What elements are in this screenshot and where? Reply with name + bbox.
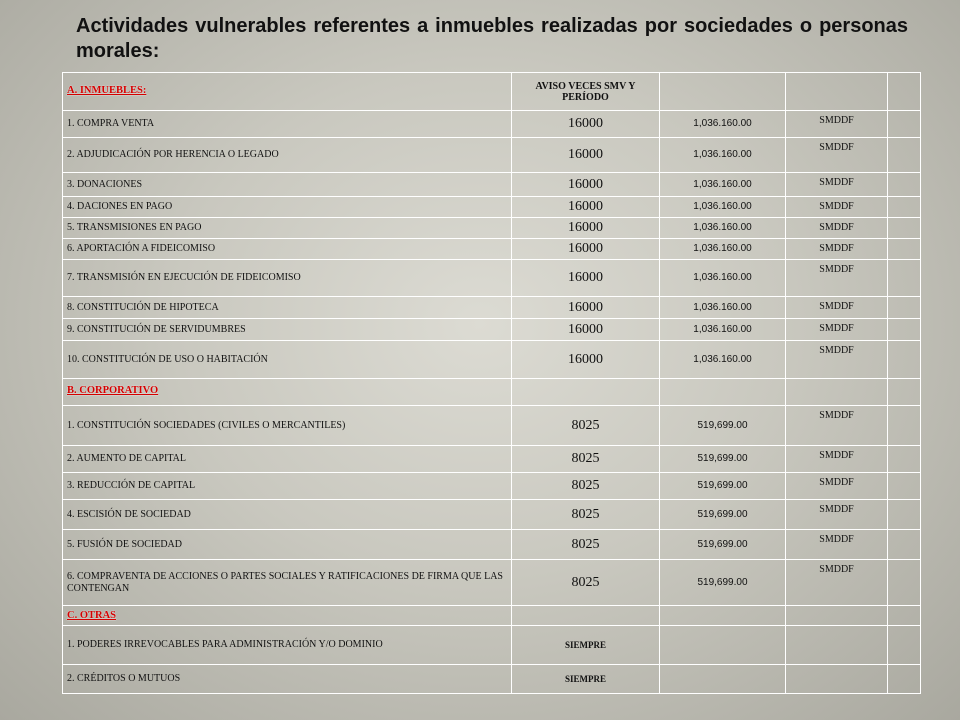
monto-value: 1,036.160.00 — [660, 319, 786, 341]
empty-cell — [888, 319, 921, 341]
table-row — [63, 665, 921, 694]
veces-value: 8025 — [512, 446, 660, 473]
veces-value: 16000 — [512, 319, 660, 341]
table-row — [63, 473, 921, 500]
monto-value: 519,699.00 — [660, 500, 786, 530]
monto-value: 1,036.160.00 — [660, 218, 786, 239]
empty-cell — [888, 446, 921, 473]
section-row — [63, 379, 921, 406]
section-a-heading: A. INMUEBLES: — [63, 73, 512, 111]
empty-cell — [786, 379, 888, 406]
section-b-heading: B. CORPORATIVO — [63, 379, 512, 406]
unidad-value: SMDDF — [786, 406, 888, 446]
activity-label: 1. COMPRA VENTA — [63, 111, 512, 138]
empty-cell — [512, 379, 660, 406]
table-row — [63, 297, 921, 319]
veces-value: 16000 — [512, 111, 660, 138]
veces-value: 16000 — [512, 173, 660, 197]
veces-value: 16000 — [512, 297, 660, 319]
empty-header-cell — [786, 73, 888, 111]
unidad-value: SMDDF — [786, 500, 888, 530]
table-row — [63, 446, 921, 473]
empty-cell — [888, 260, 921, 297]
table-row — [63, 341, 921, 379]
empty-cell — [888, 239, 921, 260]
empty-cell — [888, 138, 921, 173]
aviso-value: SIEMPRE — [512, 626, 660, 665]
empty-cell — [888, 341, 921, 379]
veces-value: 8025 — [512, 530, 660, 560]
unidad-value: SMDDF — [786, 138, 888, 173]
activity-label: 3. REDUCCIÓN DE CAPITAL — [63, 473, 512, 500]
empty-cell — [660, 626, 786, 665]
veces-value: 8025 — [512, 406, 660, 446]
empty-cell — [660, 379, 786, 406]
activity-label: 8. CONSTITUCIÓN DE HIPOTECA — [63, 297, 512, 319]
unidad-value: SMDDF — [786, 173, 888, 197]
monto-value: 1,036.160.00 — [660, 239, 786, 260]
activity-label: 9. CONSTITUCIÓN DE SERVIDUMBRES — [63, 319, 512, 341]
veces-value: 16000 — [512, 260, 660, 297]
empty-cell — [888, 626, 921, 665]
empty-cell — [786, 606, 888, 626]
veces-value: 8025 — [512, 473, 660, 500]
activity-label: 6. COMPRAVENTA DE ACCIONES O PARTES SOCIALES Y RATIFICACIONES DE FIRMA QUE LAS CONTENGAN — [63, 560, 512, 606]
activities-table — [62, 72, 921, 694]
veces-value: 8025 — [512, 560, 660, 606]
activity-label: 6. APORTACIÓN A FIDEICOMISO — [63, 239, 512, 260]
section-row — [63, 606, 921, 626]
empty-cell — [888, 111, 921, 138]
veces-value: 8025 — [512, 500, 660, 530]
empty-header-cell — [660, 73, 786, 111]
activity-label: 10. CONSTITUCIÓN DE USO O HABITACIÓN — [63, 341, 512, 379]
activity-label: 2. AUMENTO DE CAPITAL — [63, 446, 512, 473]
unidad-value: SMDDF — [786, 297, 888, 319]
table-row — [63, 138, 921, 173]
table-row — [63, 500, 921, 530]
table-row — [63, 560, 921, 606]
table-row — [63, 218, 921, 239]
table-row — [63, 406, 921, 446]
empty-cell — [888, 197, 921, 218]
unidad-value: SMDDF — [786, 260, 888, 297]
table-row — [63, 260, 921, 297]
unidad-value: SMDDF — [786, 473, 888, 500]
empty-cell — [786, 665, 888, 694]
monto-value: 519,699.00 — [660, 560, 786, 606]
table-row — [63, 197, 921, 218]
empty-cell — [888, 406, 921, 446]
aviso-column-header: AVISO VECES SMV Y PERÍODO — [512, 73, 660, 111]
monto-value: 519,699.00 — [660, 446, 786, 473]
empty-cell — [888, 560, 921, 606]
veces-value: 16000 — [512, 197, 660, 218]
empty-cell — [888, 173, 921, 197]
empty-cell — [786, 626, 888, 665]
monto-value: 1,036.160.00 — [660, 297, 786, 319]
monto-value: 519,699.00 — [660, 406, 786, 446]
activity-label: 5. TRANSMISIONES EN PAGO — [63, 218, 512, 239]
table-row — [63, 530, 921, 560]
veces-value: 16000 — [512, 138, 660, 173]
empty-cell — [888, 473, 921, 500]
empty-cell — [888, 218, 921, 239]
veces-value: 16000 — [512, 341, 660, 379]
header-row — [63, 73, 921, 111]
table-row — [63, 111, 921, 138]
monto-value: 1,036.160.00 — [660, 111, 786, 138]
monto-value: 1,036.160.00 — [660, 260, 786, 297]
monto-value: 519,699.00 — [660, 530, 786, 560]
veces-value: 16000 — [512, 218, 660, 239]
section-c-heading: C. OTRAS — [63, 606, 512, 626]
monto-value: 1,036.160.00 — [660, 138, 786, 173]
activity-label: 2. CRÉDITOS O MUTUOS — [63, 665, 512, 694]
empty-cell — [888, 500, 921, 530]
veces-value: 16000 — [512, 239, 660, 260]
empty-cell — [512, 606, 660, 626]
empty-cell — [888, 530, 921, 560]
activity-label: 4. DACIONES EN PAGO — [63, 197, 512, 218]
unidad-value: SMDDF — [786, 319, 888, 341]
page-title: Actividades vulnerables referentes a inmuebles realizadas por sociedades o personas morales: — [76, 15, 908, 62]
activity-label: 3. DONACIONES — [63, 173, 512, 197]
unidad-value: SMDDF — [786, 530, 888, 560]
monto-value: 1,036.160.00 — [660, 197, 786, 218]
empty-cell — [888, 606, 921, 626]
unidad-value: SMDDF — [786, 197, 888, 218]
table-row — [63, 239, 921, 260]
monto-value: 1,036.160.00 — [660, 173, 786, 197]
unidad-value: SMDDF — [786, 111, 888, 138]
table-row — [63, 319, 921, 341]
table-row — [63, 173, 921, 197]
empty-cell — [888, 379, 921, 406]
activity-label: 1. CONSTITUCIÓN SOCIEDADES (CIVILES O MERCANTILES) — [63, 406, 512, 446]
unidad-value: SMDDF — [786, 239, 888, 260]
unidad-value: SMDDF — [786, 560, 888, 606]
unidad-value: SMDDF — [786, 341, 888, 379]
empty-cell — [660, 606, 786, 626]
unidad-value: SMDDF — [786, 446, 888, 473]
empty-cell — [660, 665, 786, 694]
activity-label: 2. ADJUDICACIÓN POR HERENCIA O LEGADO — [63, 138, 512, 173]
activity-label: 5. FUSIÓN DE SOCIEDAD — [63, 530, 512, 560]
activity-label: 1. PODERES IRREVOCABLES PARA ADMINISTRACIÓN Y/O DOMINIO — [63, 626, 512, 665]
monto-value: 519,699.00 — [660, 473, 786, 500]
monto-value: 1,036.160.00 — [660, 341, 786, 379]
empty-header-cell — [888, 73, 921, 111]
table-row — [63, 626, 921, 665]
aviso-value: SIEMPRE — [512, 665, 660, 694]
unidad-value: SMDDF — [786, 218, 888, 239]
empty-cell — [888, 297, 921, 319]
empty-cell — [888, 665, 921, 694]
activity-label: 4. ESCISIÓN DE SOCIEDAD — [63, 500, 512, 530]
activity-label: 7. TRANSMISIÓN EN EJECUCIÓN DE FIDEICOMISO — [63, 260, 512, 297]
